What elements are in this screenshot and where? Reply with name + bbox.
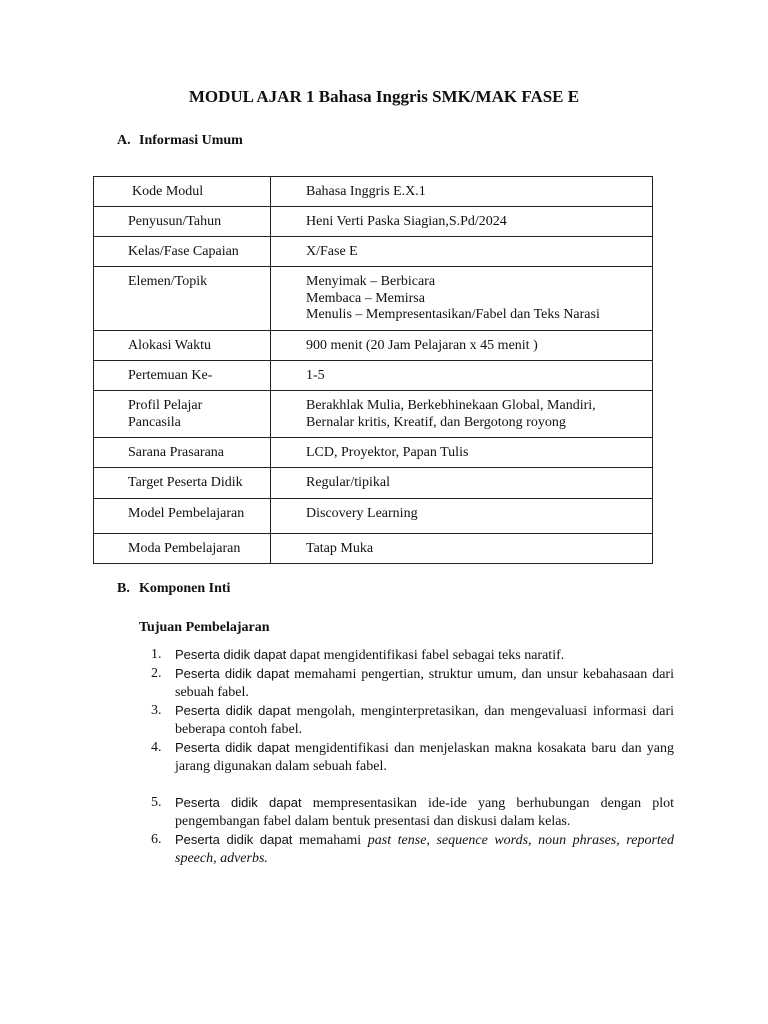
- goal-italic-terms: past tense, sequence words, noun phrases, reported speech, adverbs.: [175, 833, 674, 866]
- info-label: Elemen/Topik: [94, 267, 271, 331]
- section-b-letter: B.: [117, 581, 130, 596]
- info-value: 900 menit (20 Jam Pelajaran x 45 menit ): [271, 331, 653, 361]
- info-value: [271, 267, 653, 331]
- list-number: 1.: [151, 647, 162, 662]
- section-b-label: Komponen Inti: [139, 581, 231, 596]
- info-label: Sarana Prasarana: [94, 438, 271, 468]
- info-label: Target Peserta Didik: [94, 468, 271, 499]
- label-line: Profil Pelajar: [128, 398, 203, 413]
- goal-text: memahami: [292, 833, 368, 848]
- info-table: [93, 176, 653, 564]
- goal-subject: Peserta didik dapat: [175, 703, 291, 718]
- info-label: Model Pembelajaran: [94, 499, 271, 534]
- list-number: 2.: [151, 666, 162, 681]
- list-item: [151, 831, 674, 868]
- goal-text: mempresentasikan ide-ide yang berhubungan dengan plot pengembangan fabel dalam bentuk presentasi dan diskusi dalam kelas.: [175, 796, 674, 829]
- goal-subject: Peserta didik dapat: [175, 666, 290, 681]
- topic-line: Menulis – Mempresentasikan/Fabel dan Teks Narasi: [306, 307, 600, 322]
- section-a-letter: A.: [117, 133, 131, 148]
- info-value: LCD, Proyektor, Papan Tulis: [271, 438, 653, 468]
- table-row: [94, 438, 653, 468]
- table-row: [94, 391, 653, 438]
- goal-text: dapat mengidentifikasi fabel sebagai teks naratif.: [286, 648, 565, 663]
- table-row: [94, 177, 653, 207]
- info-label: Pertemuan Ke-: [94, 361, 271, 391]
- document-title: MODUL AJAR 1 Bahasa Inggris SMK/MAK FASE E: [188, 87, 580, 106]
- value-line: Bernalar kritis, Kreatif, dan Bergotong royong: [306, 414, 566, 430]
- table-row: [94, 267, 653, 331]
- table-row: [94, 207, 653, 237]
- section-a-heading: [117, 133, 243, 149]
- topic-line: Menyimak – Berbicara: [306, 274, 436, 289]
- section-b-heading: [117, 581, 230, 597]
- table-row: [94, 361, 653, 391]
- subheading-learning-goals: Tujuan Pembelajaran: [139, 620, 270, 635]
- info-value: Regular/tipikal: [271, 468, 653, 499]
- info-value: Heni Verti Paska Siagian,S.Pd/2024: [271, 207, 653, 237]
- list-number: 3.: [151, 703, 162, 718]
- goal-text: mengolah, menginterpretasikan, dan mengevaluasi informasi dari beberapa contoh fabel.: [175, 704, 675, 737]
- info-value: X/Fase E: [271, 237, 653, 267]
- info-label: Alokasi Waktu: [94, 331, 271, 361]
- learning-goals-list: [151, 646, 674, 868]
- goal-subject: Peserta didik dapat: [175, 795, 302, 810]
- table-row: [94, 468, 653, 499]
- info-label: Moda Pembelajaran: [94, 534, 271, 564]
- list-item: [151, 702, 674, 739]
- table-row: [94, 534, 653, 564]
- info-value: Tatap Muka: [271, 534, 653, 564]
- list-item: [151, 646, 674, 665]
- list-number: 6.: [151, 832, 162, 847]
- label-line: Pancasila: [128, 414, 181, 430]
- table-row: [94, 499, 653, 534]
- info-value: 1-5: [271, 361, 653, 391]
- info-label: Kode Modul: [94, 177, 271, 207]
- info-label: Penyusun/Tahun: [94, 207, 271, 237]
- list-number: 4.: [151, 740, 162, 755]
- info-label: Kelas/Fase Capaian: [94, 237, 271, 267]
- list-item: [151, 794, 674, 831]
- goal-subject: Peserta didik dapat: [175, 740, 290, 755]
- topic-line: Membaca – Memirsa: [306, 290, 425, 306]
- table-row: [94, 331, 653, 361]
- goal-text: memahami pengertian, struktur umum, dan unsur kebahasaan dari sebuah fabel.: [175, 667, 674, 700]
- goal-subject: Peserta didik dapat: [175, 647, 287, 662]
- info-label: [94, 391, 271, 438]
- value-line: Berakhlak Mulia, Berkebhinekaan Global, Mandiri,: [306, 398, 596, 413]
- table-row: [94, 237, 653, 267]
- info-value: [271, 391, 653, 438]
- info-value: Discovery Learning: [271, 499, 653, 534]
- info-value: Bahasa Inggris E.X.1: [271, 177, 653, 207]
- goal-text: mengidentifikasi dan menjelaskan makna kosakata baru dan yang jarang digunakan dalam sebuah fabel.: [175, 741, 674, 774]
- list-item: [151, 665, 674, 702]
- list-number: 5.: [151, 795, 162, 810]
- goal-subject: Peserta didik dapat: [175, 832, 293, 847]
- list-item: [151, 739, 674, 776]
- section-a-label: Informasi Umum: [139, 133, 243, 148]
